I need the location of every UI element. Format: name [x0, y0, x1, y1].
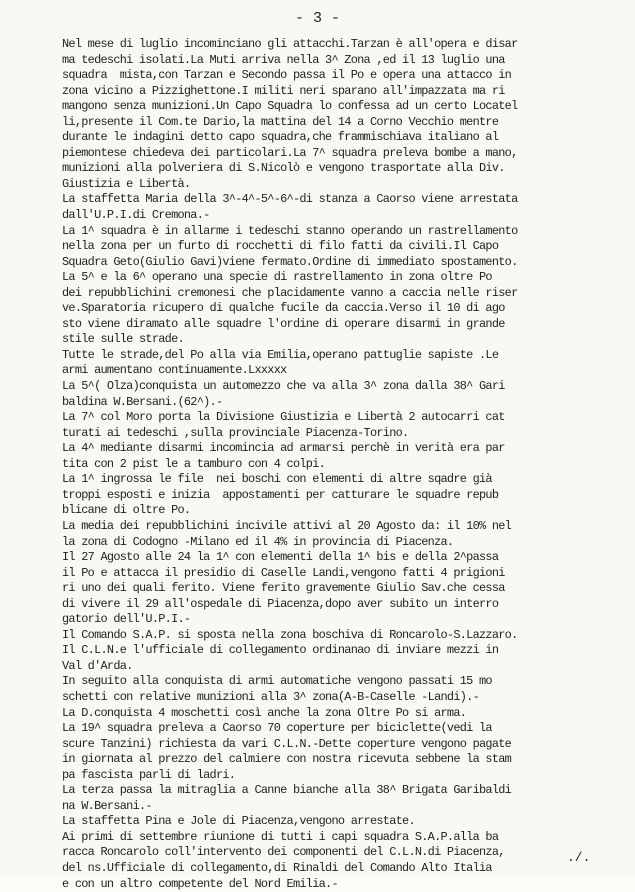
text-line: la zona di Codogno -Milano ed il 4% in provincia di Piacenza.: [62, 534, 454, 549]
text-line: racca Roncarolo coll'intervento dei componenti del C.L.N.di Piacenza,: [62, 845, 505, 860]
text-line: ma tedeschi isolati.La Muti arriva nella 3^ Zona ,ed il 13 luglio una: [62, 52, 505, 67]
document-body: [62, 37, 632, 892]
text-line: in giornata al prezzo del calmiere con nostra ricevuta sebbene la stam: [62, 752, 512, 767]
text-line: Ai primi di settembre riunione di tutti i capi squadra S.A.P.alla ba: [62, 829, 499, 844]
text-line: Nel mese di luglio incominciano gli attacchi.Tarzan è all'opera e disar: [62, 37, 518, 51]
text-line: gatorio dell'U.P.I.-: [62, 612, 191, 627]
text-line: scure Tanzini) richiesta da vari C.L.N.-Dette coperture vengono pagate: [62, 736, 512, 751]
text-line: munizioni alla polveriera di S.Nicolò e vengono trasportate alla Div.: [62, 161, 505, 176]
text-line: ve.Sparatoria ricupero di qualche fucile da caccia.Verso il 10 di ago: [62, 301, 505, 316]
text-line: Val d'Arda.: [62, 658, 133, 673]
text-line: di vivere il 29 all'ospedale di Piacenza,dopo aver subito un interro: [62, 596, 499, 611]
page-number: - 3 -: [294, 10, 340, 27]
text-line: li,presente il Com.te Dario,la mattina del 14 a Corno Vecchio mentre: [62, 114, 499, 129]
text-line: blicane di oltre Po.: [62, 503, 191, 518]
text-line: il Po e attacca il presidio di Caselle Landi,vengono fatti 4 prigioni: [62, 565, 505, 580]
text-line: na W.Bersani.-: [62, 798, 152, 813]
text-line: pa fascista parli di ladri.: [62, 767, 236, 782]
text-line: Giustizia e Libertà.: [62, 176, 191, 191]
text-line: Tutte le strade,del Po alla via Emilia,operano pattuglie sapiste .Le: [62, 347, 499, 362]
text-line: La 7^ col Moro porta la Divisione Giustizia e Libertà 2 autocarri cat: [62, 410, 505, 425]
text-line: Il Comando S.A.P. si sposta nella zona boschiva di Roncarolo-S.Lazzaro.: [62, 627, 518, 642]
text-line: baldina W.Bersani.(62^).-: [62, 394, 223, 409]
text-line: stile sulle strade.: [62, 332, 184, 347]
text-line: ri uno dei quali ferito. Viene ferito gravemente Giulio Sav.che cessa: [62, 581, 505, 596]
text-line: La 5^( Olza)conquista un automezzo che va alla 3^ zona dalla 38^ Gari: [62, 379, 505, 394]
text-line: del ns.Ufficiale di collegamento,di Rinaldi del Comando Alto Italia: [62, 860, 492, 875]
text-line: piemontese chiedeva dei particolari.La 7^ squadra preleva bombe a mano,: [62, 145, 518, 160]
text-line: armi aumentano continuamente.Lxxxxx: [62, 363, 287, 378]
text-line: dall'U.P.I.di Cremona.-: [62, 208, 210, 223]
text-line: La 4^ mediante disarmi incomincia ad armarsi perchè in verità era par: [62, 441, 505, 456]
text-line: troppi esposti e inizia appostamenti per catturare le squadre repub: [62, 487, 499, 502]
text-line: mangono senza munizioni.Un Capo Squadra lo confessa ad un certo Locatel: [62, 99, 518, 114]
text-line: schetti con relative munizioni alla 3^ zona(A-B-Caselle -Landi).-: [62, 689, 480, 704]
text-line: sto viene diramato alle squadre l'ordine di operare disarmi in grande: [62, 316, 505, 331]
text-line: La D.conquista 4 moschetti così anche la zona Oltre Po si arma.: [62, 705, 467, 720]
text-line: In seguito alla conquista di armi automatiche vengono passati 15 mo: [62, 674, 492, 689]
text-line: tita con 2 pist le a tamburo con 4 colpi.: [62, 456, 326, 471]
text-line: La terza passa la mitraglia a Canne bianche alla 38^ Brigata Garibaldi: [62, 783, 512, 798]
text-line: nella zona per un furto di rocchetti di filo fatti da civili.Il Capo: [62, 239, 499, 254]
text-line: e con un altro competente del Nord Emilia.-: [62, 876, 338, 891]
text-line: Il C.L.N.e l'ufficiale di collegamento ordinanao di inviare mezzi in: [62, 643, 499, 658]
text-line: Squadra Geto(Giulio Gavi)viene fermato.Ordine di immediato spostamento.: [62, 254, 518, 269]
text-line: La 1^ ingrossa le file nei boschi con elementi di altre sqadre già: [62, 472, 492, 487]
text-line: dei repubblichini cremonesi che placidamente vanno a caccia nelle riser: [62, 285, 518, 300]
text-line: La staffetta Maria della 3^-4^-5^-6^-di stanza a Caorso viene arrestata: [62, 192, 518, 207]
text-line: La 1^ squadra è in allarme i tedeschi stanno operando un rastrellamento: [62, 223, 518, 238]
text-line: La media dei repubblichini incivile attivi al 20 Agosto da: il 10% nel: [62, 518, 512, 533]
text-line: La 5^ e la 6^ operano una specie di rastrellamento in zona oltre Po: [62, 270, 492, 285]
text-line: Il 27 Agosto alle 24 la 1^ con elementi della 1^ bis e della 2^passa: [62, 550, 499, 565]
text-line: turati ai tedeschi ,sulla provinciale Piacenza-Torino.: [62, 425, 409, 440]
text-line: La staffetta Pina e Jole di Piacenza,vengono arrestate.: [62, 814, 415, 829]
end-mark: ./.: [567, 850, 591, 865]
text-line: squadra mista,con Tarzan e Secondo passa il Po e opera una attacco in: [62, 68, 512, 83]
text-line: zona vicino a Pizzighettone.I militi neri sparano all'impazzata ma ri: [62, 83, 505, 98]
text-line: durante le indagini detto capo squadra,che frammischiava italiano al: [62, 130, 499, 145]
text-line: La 19^ squadra preleva a Caorso 70 coperture per biciclette(vedi la: [62, 721, 492, 736]
